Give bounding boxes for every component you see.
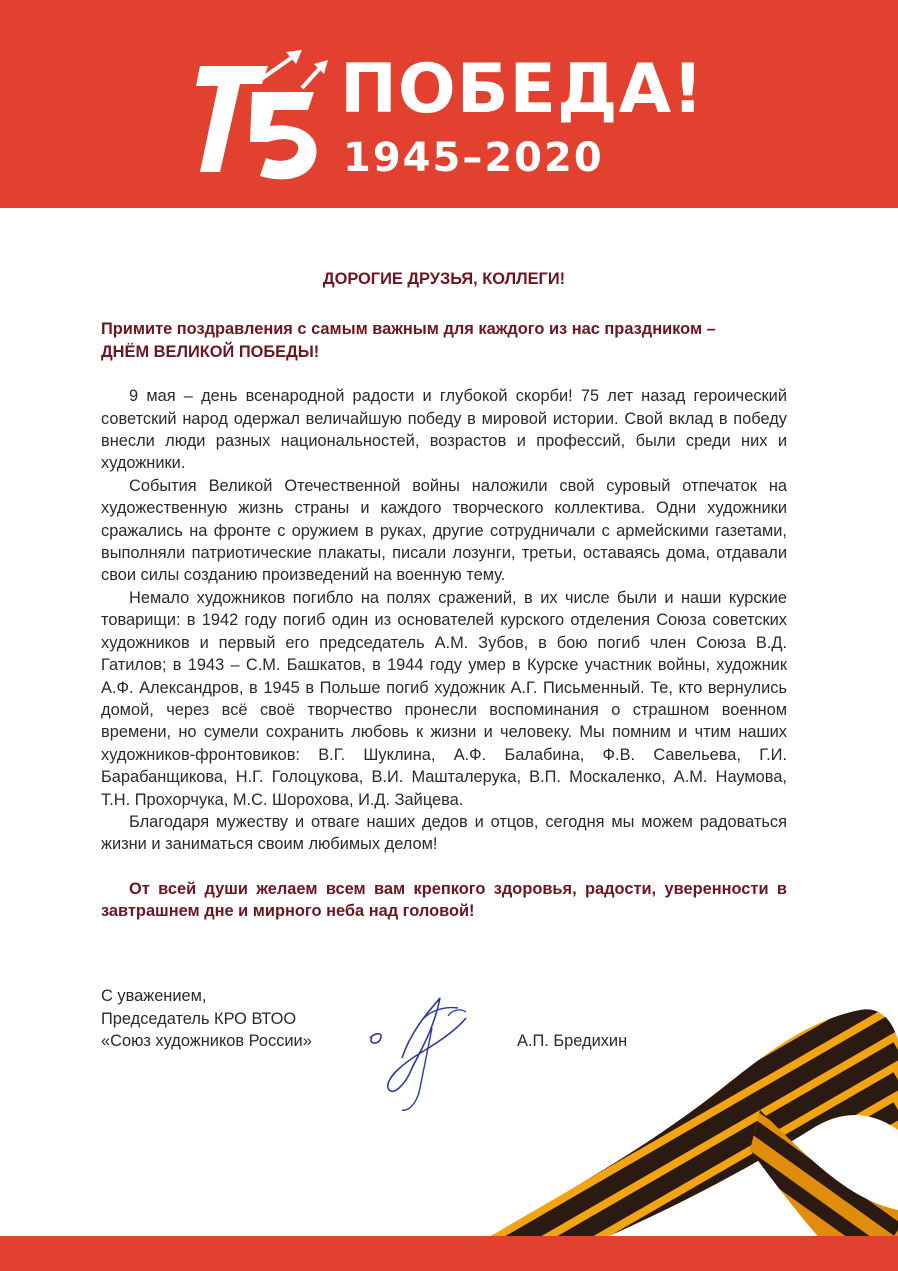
signature-block xyxy=(101,985,312,1053)
header-banner xyxy=(0,0,898,208)
letter-body xyxy=(101,256,787,923)
bottom-banner-strip xyxy=(0,1236,898,1271)
closing-wish: От всей души желаем всем вам крепкого здоровья, радости, уверенности в завтрашнем дне и мирного неба над головой! xyxy=(101,879,787,921)
number-75-with-arrows-icon xyxy=(190,44,330,184)
paragraph: Немало художников погибло на полях сражений, в их числе были и наши курские товарищи: в 1942 году погиб один из основателей курского отделения Союза советских художников и первый его председатель А.М. Зубов, в бою погиб член Союза В.Д. Гатилов; в 1943 – С.М. Башкатов, в 1944 году умер в Курске участник войны, художник А.Ф. Александров, в 1945 в Польше погиб художник А.Г. Письменный. Те, кто вернулись домой, через всё своё творчество пронесли воспоминания о страшном военном времени, но сумели сохранить любовь к жизни и человеку. Мы помним и чтим наших художников-фронтовиков: В.Г. Шуклина, А.Ф. Балабина, Ф.В. Савельева, Г.И. Барабанщикова, Н.Г. Голоцукова, В.И. Машталерука, В.П. Москаленко, А.М. Наумова, Т.Н. Прохорчука, М.С. Шорохова, И.Д. Зайцева. xyxy=(101,588,787,809)
paragraph: Благодаря мужеству и отваге наших дедов и отцов, сегодня мы можем радоваться жизни и заниматься своим любимых делом! xyxy=(101,812,787,854)
signature-line: С уважением, xyxy=(101,987,207,1005)
page-title: ПОБЕДА! xyxy=(340,50,705,129)
signature-line: «Союз художников России» xyxy=(101,1032,312,1051)
handwritten-signature-icon xyxy=(362,988,482,1118)
years-subtitle: 1945–2020 xyxy=(343,135,604,181)
paragraph: 9 мая – день всенародной радости и глубокой скорби! 75 лет назад героический советский народ одержал величайшую победу в мировой истории. Свой вклад в победу внесли люди разных национальностей, возрастов и профессий, были среди них и художники. xyxy=(101,387,787,473)
st-george-ribbon-icon xyxy=(430,960,898,1260)
greeting xyxy=(101,318,787,363)
greeting-line-1: Примите поздравления с самым важным для каждого из нас праздником – xyxy=(101,320,716,339)
signatory-name: А.П. Бредихин xyxy=(517,1032,628,1050)
signature-line: Председатель КРО ВТОО xyxy=(101,1009,297,1028)
greeting-line-2: ДНЁМ ВЕЛИКОЙ ПОБЕДЫ! xyxy=(101,342,320,361)
paragraph: События Великой Отечественной войны наложили свой суровый отпечаток на художественную жизнь страны и каждого творческого коллектива. Одни художники сражались на фронте с оружием в руках, другие сотрудничали с армейскими газетами, выполняли патриотические плакаты, писали лозунги, третьи, оставаясь дома, отдавали свои силы созданию произведений на военную тему. xyxy=(101,476,787,585)
letter-heading: ДОРОГИЕ ДРУЗЬЯ, КОЛЛЕГИ! xyxy=(322,270,566,288)
